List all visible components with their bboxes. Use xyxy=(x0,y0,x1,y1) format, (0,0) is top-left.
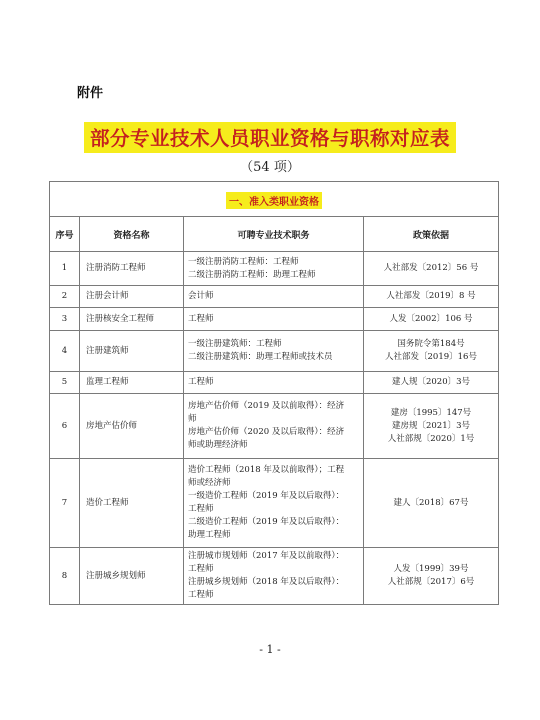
qualification-name: 造价工程师 xyxy=(80,459,184,548)
post-line: 师 xyxy=(188,414,197,424)
post-line: 房地产估价师（2020 及以后取得）：经济 xyxy=(188,427,345,437)
post-line: 工程师 xyxy=(188,313,214,324)
policy-basis xyxy=(364,308,499,331)
policy-basis xyxy=(364,286,499,308)
qualification-name: 注册消防工程师 xyxy=(80,252,184,286)
eligible-posts xyxy=(184,548,364,605)
page-number: - 1 - xyxy=(259,643,281,656)
eligible-posts xyxy=(184,308,364,331)
post-line: 工程师 xyxy=(188,590,214,600)
table-row xyxy=(50,331,499,372)
qualification-name: 房地产估价师 xyxy=(80,394,184,459)
eligible-posts xyxy=(184,459,364,548)
document-subtitle: （54 项） xyxy=(240,160,300,175)
eligible-posts xyxy=(184,394,364,459)
row-number: 7 xyxy=(50,459,80,548)
section-header-row xyxy=(50,182,499,217)
title-container xyxy=(0,122,540,153)
post-line: 造价工程师（2018 年及以前取得）；工程 xyxy=(188,465,345,475)
policy-line: 人发〔1999〕39号 xyxy=(393,564,469,574)
qualification-name: 注册城乡规划师 xyxy=(80,548,184,605)
eligible-posts xyxy=(184,372,364,394)
post-line: 二级注册建筑师：助理工程师或技术员 xyxy=(188,352,333,362)
policy-line: 建人规〔2020〕3号 xyxy=(391,377,471,387)
qualification-table xyxy=(49,181,499,605)
policy-line: 建房〔1995〕147号 xyxy=(390,407,472,418)
post-line: 房地产估价师（2019 及以前取得）：经济 xyxy=(188,401,345,411)
post-line: 注册城市规划师（2017 年及以前取得）： xyxy=(188,551,345,561)
policy-basis xyxy=(364,331,499,372)
table-row xyxy=(50,286,499,308)
policy-line: 人发〔2002〕106 号 xyxy=(389,313,473,324)
eligible-posts xyxy=(184,252,364,286)
row-number: 4 xyxy=(50,331,80,372)
table-row xyxy=(50,308,499,331)
post-line: 师或助理经济师 xyxy=(188,440,248,450)
section-header-cell xyxy=(50,182,499,217)
eligible-posts xyxy=(184,331,364,372)
table-row xyxy=(50,372,499,394)
eligible-posts xyxy=(184,286,364,308)
qualification-name: 监理工程师 xyxy=(80,372,184,394)
policy-line: 人社部发〔2019〕8 号 xyxy=(386,291,476,301)
post-line: 工程师 xyxy=(188,504,214,514)
table-row xyxy=(50,252,499,286)
row-number: 5 xyxy=(50,372,80,394)
row-number: 3 xyxy=(50,308,80,331)
policy-basis xyxy=(364,252,499,286)
post-line: 工程师 xyxy=(188,564,214,574)
row-number: 2 xyxy=(50,286,80,308)
policy-basis xyxy=(364,372,499,394)
qualification-name: 注册核安全工程师 xyxy=(80,308,184,331)
policy-line: 人社部规〔2017〕6号 xyxy=(387,577,475,587)
document-title: 部分专业技术人员职业资格与职称对应表 xyxy=(84,122,456,153)
policy-line: 建房规〔2021〕3号 xyxy=(391,420,471,431)
column-header-row xyxy=(50,217,499,252)
post-line: 一级注册消防工程师：工程师 xyxy=(188,256,299,267)
post-line: 二级注册消防工程师：助理工程师 xyxy=(188,269,316,280)
policy-basis xyxy=(364,459,499,548)
post-line: 师或经济师 xyxy=(188,478,231,488)
post-line: 助理工程师 xyxy=(188,530,231,540)
table-row xyxy=(50,394,499,459)
policy-line: 国务院令第184号 xyxy=(397,339,465,349)
post-line: 注册城乡规划师（2018 年及以后取得）： xyxy=(188,577,345,587)
post-line: 一级注册建筑师：工程师 xyxy=(188,339,282,349)
column-header-no: 序号 xyxy=(50,217,80,252)
post-line: 会计师 xyxy=(188,291,214,301)
policy-line: 人社部发〔2012〕56 号 xyxy=(383,263,479,273)
qualification-name: 注册建筑师 xyxy=(80,331,184,372)
qualification-name: 注册会计师 xyxy=(80,286,184,308)
row-number: 8 xyxy=(50,548,80,605)
table-row xyxy=(50,548,499,605)
section-title: 一、准入类职业资格 xyxy=(226,192,322,209)
row-number: 6 xyxy=(50,394,80,459)
column-header-policy: 政策依据 xyxy=(364,217,499,252)
post-line: 工程师 xyxy=(188,377,214,387)
table-row xyxy=(50,459,499,548)
policy-line: 人社部发〔2019〕16号 xyxy=(385,352,477,362)
post-line: 一级造价工程师（2019 年及以后取得）： xyxy=(188,491,345,501)
attachment-label: 附件 xyxy=(77,86,104,101)
policy-line: 人社部规〔2020〕1号 xyxy=(387,433,475,444)
policy-line: 建人〔2018〕67号 xyxy=(393,497,469,508)
column-header-posts: 可聘专业技术职务 xyxy=(184,217,364,252)
row-number: 1 xyxy=(50,252,80,286)
policy-basis xyxy=(364,548,499,605)
post-line: 二级造价工程师（2019 年及以后取得）： xyxy=(188,517,345,527)
policy-basis xyxy=(364,394,499,459)
column-header-name: 资格名称 xyxy=(80,217,184,252)
